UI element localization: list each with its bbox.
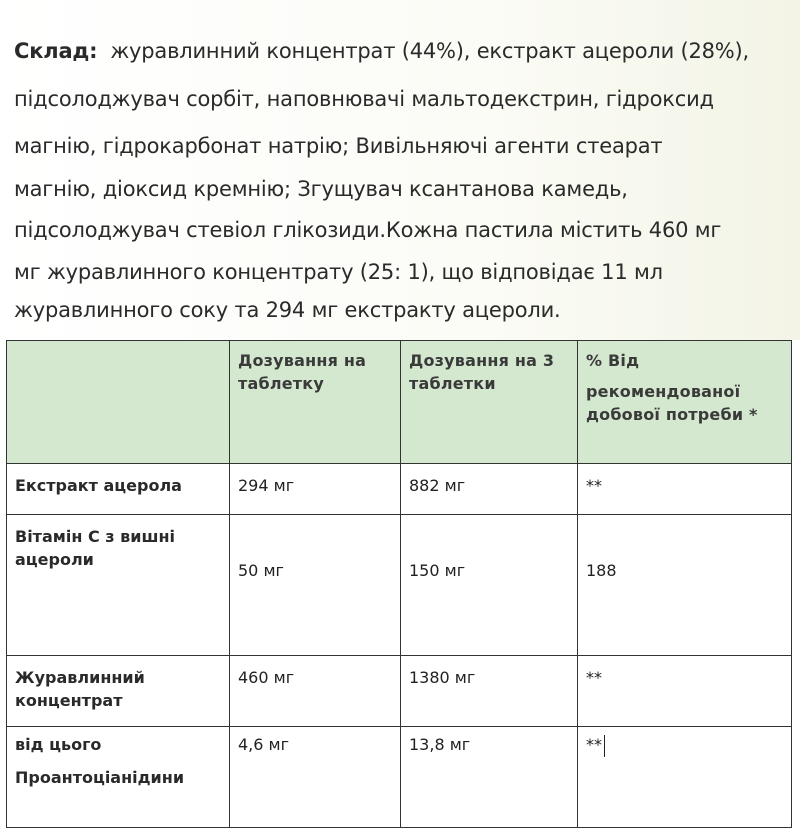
table-row — [7, 656, 792, 727]
row-name-line-2: Проантоціанідини — [15, 768, 185, 787]
composition-line-4: магнію, діоксид кремнію; Згущувач ксантанова камедь, — [14, 177, 628, 201]
row-per-tablet: 460 мг — [230, 656, 401, 727]
table-row — [7, 727, 792, 828]
row-name — [7, 727, 230, 828]
row-rdi: 188 — [578, 515, 792, 656]
row-name: Вітамін С з вишні ацероли — [7, 515, 230, 656]
header-per-tablet: Дозування на таблетку — [230, 341, 401, 464]
table-header-row — [7, 341, 792, 464]
row-per-3-tablets: 882 мг — [401, 464, 578, 515]
row-rdi[interactable] — [578, 727, 792, 828]
row-per-3-tablets: 13,8 мг — [401, 727, 578, 828]
row-rdi-value: ** — [586, 735, 602, 754]
composition-section — [0, 0, 800, 340]
header-per-3-tablets: Дозування на 3 таблетки — [401, 341, 578, 464]
composition-label: Склад: — [14, 39, 98, 63]
composition-line-7: журавлинного соку та 294 мг екстракту ацероли. — [14, 298, 561, 322]
composition-line-3: магнію, гідрокарбонат натрію; Вивільняючі агенти стеарат — [14, 134, 663, 158]
table-row — [7, 515, 792, 656]
row-rdi: ** — [578, 464, 792, 515]
dosage-table — [6, 340, 792, 828]
row-per-tablet: 294 мг — [230, 464, 401, 515]
composition-line-1: Склад: журавлинний концентрат (44%), екстракт ацероли (28%), — [14, 39, 750, 63]
header-rdi — [578, 341, 792, 464]
row-name-line-1: від цього — [15, 735, 102, 754]
row-per-3-tablets: 1380 мг — [401, 656, 578, 727]
row-per-tablet: 50 мг — [230, 515, 401, 656]
composition-line-2: підсолоджувач сорбіт, наповнювачі мальтодекстрин, гідроксид — [14, 87, 714, 111]
row-per-tablet: 4,6 мг — [230, 727, 401, 828]
row-rdi: ** — [578, 656, 792, 727]
row-name: Екстракт ацерола — [7, 464, 230, 515]
row-name: Журавлинний концентрат — [7, 656, 230, 727]
header-rdi-line-1: % Від — [586, 351, 640, 370]
composition-line-6: мг журавлинного концентрату (25: 1), що відповідає 11 мл — [14, 260, 663, 284]
header-rdi-line-2: рекомендованої добової потреби * — [586, 382, 758, 424]
composition-line-5: підсолоджувач стевіол глікозиди.Кожна пастила містить 460 мг — [14, 218, 722, 242]
row-per-3-tablets: 150 мг — [401, 515, 578, 656]
table-row — [7, 464, 792, 515]
text-cursor — [604, 735, 605, 757]
header-empty-cell — [7, 341, 230, 464]
